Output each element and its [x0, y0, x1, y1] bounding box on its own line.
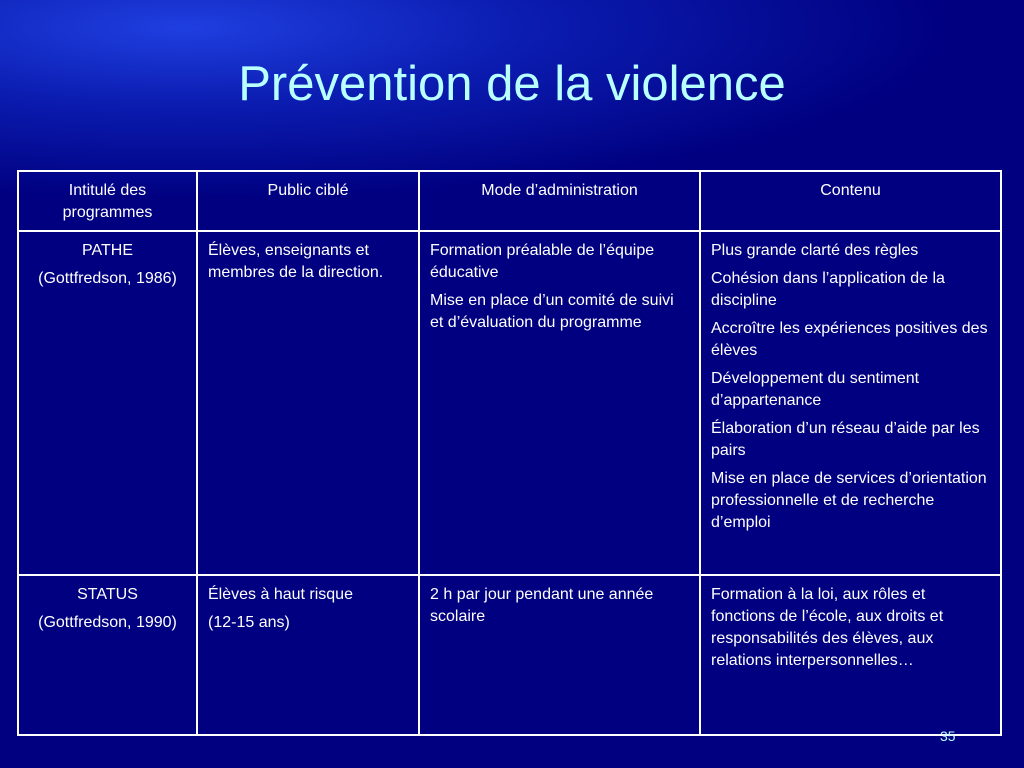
program-cell	[18, 231, 197, 575]
mode-item: Formation préalable de l’équipe éducative	[430, 242, 655, 281]
mode-cell	[419, 231, 700, 575]
page-number: 35	[940, 728, 956, 744]
content-cell	[700, 231, 1001, 575]
program-reference: (Gottfredson, 1990)	[38, 614, 177, 631]
content-item: Élaboration d’un réseau d’aide par les pairs	[711, 420, 980, 459]
header-program: Intitulé des programmes	[18, 171, 197, 231]
program-name: STATUS	[77, 586, 138, 603]
slide-title: Prévention de la violence	[238, 57, 786, 111]
program-name: PATHE	[82, 242, 133, 259]
header-audience: Public ciblé	[197, 171, 419, 231]
table-row	[18, 231, 1001, 575]
header-content: Contenu	[700, 171, 1001, 231]
content-item: Mise en place de services d’orientation professionnelle et de recherche d’emploi	[711, 470, 987, 531]
audience-text: Élèves à haut risque	[208, 586, 353, 603]
program-cell	[18, 575, 197, 735]
content-cell	[700, 575, 1001, 735]
audience-text: (12-15 ans)	[208, 614, 290, 631]
header-mode: Mode d’administration	[419, 171, 700, 231]
programs-table	[17, 170, 1002, 736]
mode-item: 2 h par jour pendant une année scolaire	[430, 586, 654, 625]
content-item: Cohésion dans l’application de la discipline	[711, 270, 945, 309]
audience-cell	[197, 575, 419, 735]
content-item: Plus grande clarté des règles	[711, 242, 919, 259]
mode-item: Mise en place d’un comité de suivi et d’évaluation du programme	[430, 292, 674, 331]
program-reference: (Gottfredson, 1986)	[38, 270, 177, 287]
mode-cell	[419, 575, 700, 735]
content-item: Accroître les expériences positives des élèves	[711, 320, 988, 359]
table-header-row	[18, 171, 1001, 231]
table-row	[18, 575, 1001, 735]
content-item: Formation à la loi, aux rôles et fonctions de l’école, aux droits et responsabilités des élèves, aux relations interpersonnelles…	[711, 586, 944, 669]
content-item: Développement du sentiment d’appartenance	[711, 370, 920, 409]
audience-cell	[197, 231, 419, 575]
audience-text: Élèves, enseignants et membres de la direction.	[208, 242, 384, 281]
